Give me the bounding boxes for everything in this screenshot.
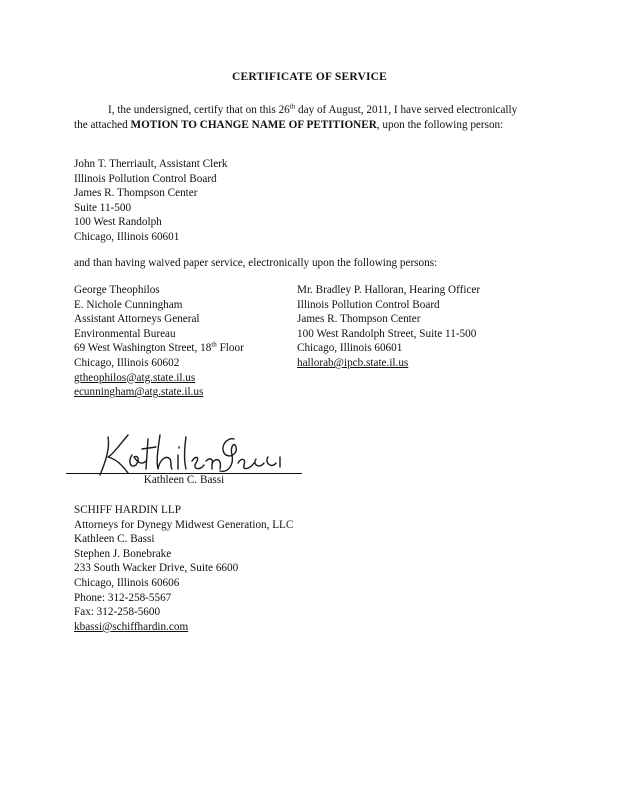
- street-floor-suffix: th: [211, 340, 217, 349]
- intro-part3: , upon the following person:: [376, 119, 504, 131]
- firm-line: Kathleen C. Bassi: [74, 533, 155, 546]
- firm-line: Chicago, Illinois 60606: [74, 576, 180, 589]
- page-title: CERTIFICATE OF SERVICE: [231, 71, 388, 83]
- recipient-city: Chicago, Illinois 60602: [74, 356, 180, 369]
- clerk-address-block: [74, 157, 228, 245]
- clerk-line: Chicago, Illinois 60601: [74, 230, 180, 243]
- intro-part2: day of August, 2011, I have served electronically the attached: [74, 104, 518, 131]
- recipient-line: James R. Thompson Center: [297, 313, 421, 326]
- certification-paragraph: [74, 103, 524, 133]
- recipient-line: 100 West Randolph Street, Suite 11-500: [297, 327, 477, 340]
- left-recipient-block: [74, 283, 244, 400]
- email-link[interactable]: gtheophilos@atg.state.il.us: [74, 371, 196, 384]
- recipient-line: E. Nichole Cunningham: [74, 298, 183, 311]
- right-recipient-block: [297, 283, 480, 371]
- intro-part1: I, the undersigned, certify that on this 26: [108, 104, 290, 116]
- signer-name: Kathleen C. Bassi: [143, 474, 225, 486]
- intro-day-suffix: th: [289, 102, 296, 111]
- clerk-line: James R. Thompson Center: [74, 187, 198, 200]
- firm-line: Attorneys for Dynegy Midwest Generation, LLC: [74, 518, 294, 531]
- recipient-street: [74, 341, 244, 356]
- recipient-city: Chicago, Illinois 60601: [297, 342, 403, 355]
- recipient-name: Mr. Bradley P. Halloran, Hearing Officer: [297, 284, 481, 296]
- clerk-line: 100 West Randolph: [74, 216, 162, 229]
- recipient-line: Environmental Bureau: [74, 327, 176, 340]
- email-link[interactable]: kbassi@schiffhardin.com: [74, 620, 189, 633]
- recipient-line: Assistant Attorneys General: [74, 313, 200, 326]
- firm-address-block: [74, 503, 293, 634]
- recipient-line: Illinois Pollution Control Board: [297, 298, 440, 311]
- clerk-line: Suite 11-500: [74, 201, 132, 214]
- clerk-line: Illinois Pollution Control Board: [74, 172, 217, 185]
- firm-line: 233 South Wacker Drive, Suite 6600: [74, 562, 239, 575]
- firm-line: SCHIFF HARDIN LLP: [74, 504, 181, 516]
- motion-title: MOTION TO CHANGE NAME OF PETITIONER: [130, 119, 377, 131]
- street-post: Floor: [216, 342, 244, 355]
- waiver-paragraph: and than having waived paper service, electronically upon the following persons:: [74, 257, 438, 269]
- email-link[interactable]: hallorab@ipcb.state.il.us: [297, 356, 409, 369]
- firm-line: Stephen J. Bonebrake: [74, 547, 172, 560]
- recipient-name: George Theophilos: [74, 284, 160, 296]
- firm-line: Fax: 312-258-5600: [74, 606, 161, 619]
- email-link[interactable]: ecunningham@atg.state.il.us: [74, 386, 204, 399]
- street-pre: 69 West Washington Street, 18: [74, 342, 212, 355]
- clerk-line: John T. Therriault, Assistant Clerk: [74, 158, 228, 170]
- firm-line: Phone: 312-258-5567: [74, 591, 172, 604]
